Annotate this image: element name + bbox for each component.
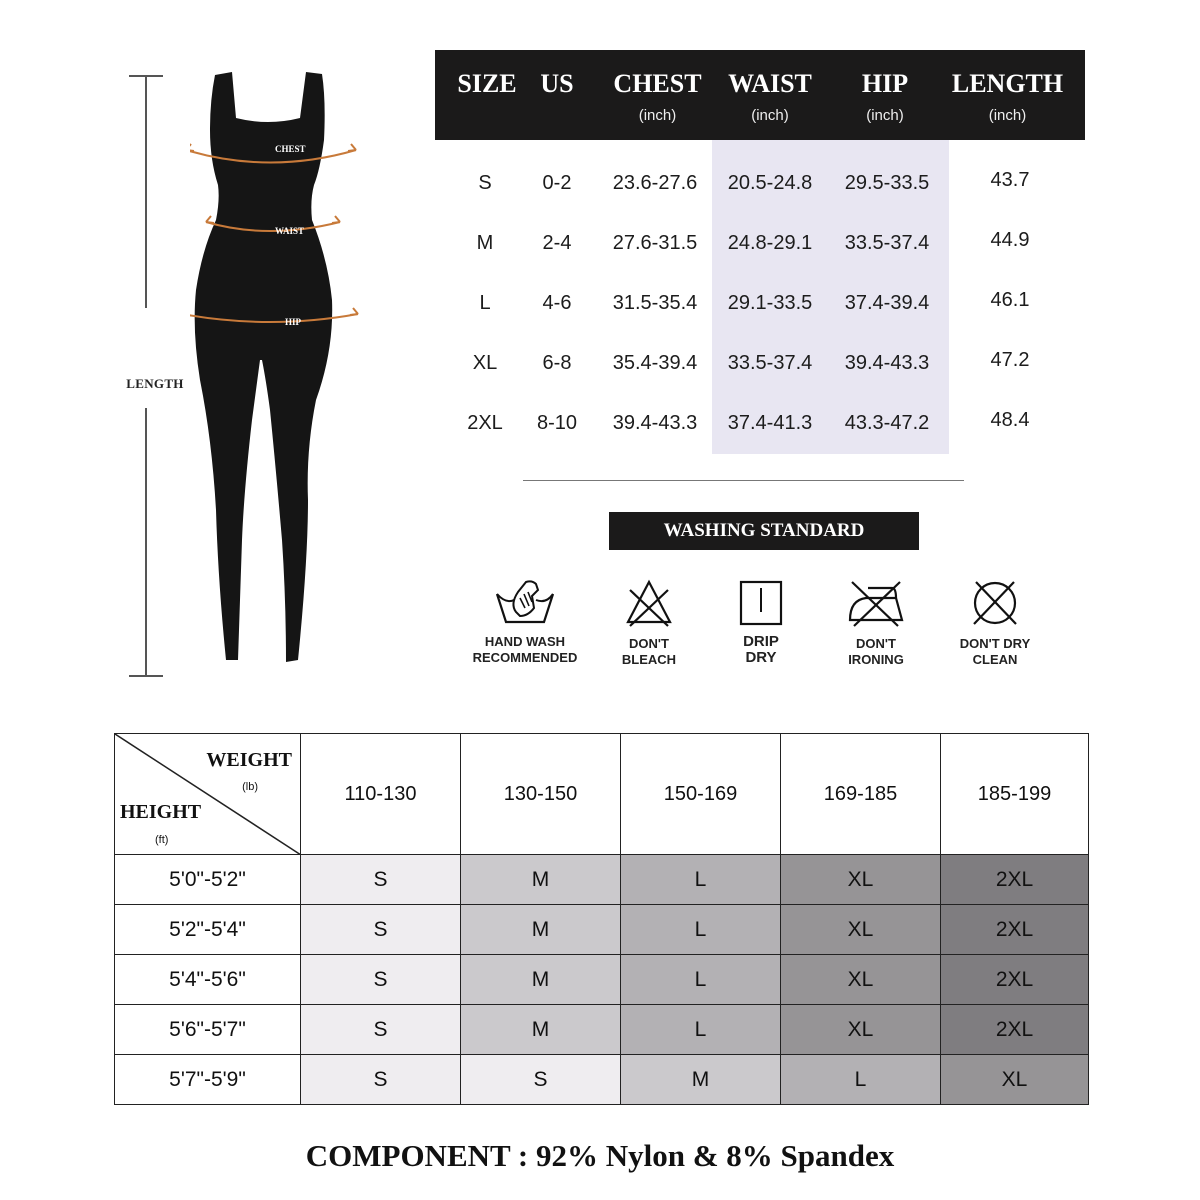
- weight-range: 169-185: [781, 734, 941, 855]
- size-cell: L: [621, 955, 781, 1005]
- height-unit: (ft): [155, 834, 169, 846]
- size-cell: S: [301, 1005, 461, 1055]
- size-cell: XL: [941, 1055, 1089, 1105]
- care-no-dry-clean: [930, 578, 1060, 668]
- no-dry-clean-label: DON'T DRY CLEAN: [959, 636, 1031, 667]
- size-cell: S: [301, 905, 461, 955]
- height-row: [115, 855, 1089, 905]
- component-text: COMPONENT : 92% Nylon & 8% Spandex: [305, 1138, 895, 1173]
- hip-label: HIP: [285, 317, 302, 327]
- size-cell: L: [621, 855, 781, 905]
- cell-hip: 39.4-43.3: [844, 352, 930, 374]
- drip-dry-icon: [738, 578, 784, 626]
- no-dry-clean-icon: [970, 578, 1020, 628]
- col-size: SIZE: [457, 69, 517, 98]
- weight-range: 130-150: [461, 734, 621, 855]
- size-cell: S: [461, 1055, 621, 1105]
- cell-us: 0-2: [542, 172, 572, 194]
- cell-hip: 33.5-37.4: [844, 232, 930, 254]
- weight-height-table: [114, 733, 1089, 1105]
- cell-waist: 24.8-29.1: [727, 232, 813, 254]
- cell-waist: 29.1-33.5: [727, 292, 813, 314]
- cell-chest: 35.4-39.4: [612, 352, 698, 374]
- cell-chest: 31.5-35.4: [612, 292, 698, 314]
- height-label: HEIGHT: [120, 801, 202, 823]
- col-chest: CHEST (inch): [613, 69, 702, 124]
- size-cell: XL: [781, 1005, 941, 1055]
- height-range: 5'7"-5'9": [115, 1055, 301, 1105]
- size-cell: M: [621, 1055, 781, 1105]
- hand-wash-icon: [494, 578, 556, 626]
- washing-standard-title: WASHING STANDARD: [609, 512, 919, 550]
- cell-us: 8-10: [536, 412, 578, 434]
- size-cell: M: [461, 1005, 621, 1055]
- cell-length: 47.2: [990, 349, 1030, 371]
- weight-unit: (lb): [242, 781, 258, 793]
- cell-length: 48.4: [990, 409, 1030, 431]
- size-cell: M: [461, 855, 621, 905]
- cell-size: L: [479, 292, 491, 314]
- height-row: [115, 905, 1089, 955]
- cell-size: 2XL: [467, 412, 503, 434]
- col-length: LENGTH (inch): [951, 69, 1064, 124]
- cell-chest: 27.6-31.5: [612, 232, 698, 254]
- no-bleach-label: DON'T BLEACH: [621, 636, 677, 667]
- length-bottom-cap: [129, 675, 163, 677]
- cell-size: XL: [472, 352, 498, 374]
- height-range: 5'6"-5'7": [115, 1005, 301, 1055]
- height-row: [115, 1005, 1089, 1055]
- size-cell: 2XL: [941, 905, 1089, 955]
- length-label: LENGTH: [126, 376, 184, 391]
- care-hand-wash: [460, 578, 590, 666]
- no-bleach-icon: [624, 578, 674, 628]
- height-range: 5'2"-5'4": [115, 905, 301, 955]
- size-cell: 2XL: [941, 855, 1089, 905]
- care-no-bleach: [584, 578, 714, 668]
- cell-hip: 37.4-39.4: [844, 292, 930, 314]
- size-cell: L: [621, 905, 781, 955]
- no-iron-icon: [846, 578, 906, 628]
- height-row: [115, 955, 1089, 1005]
- cell-us: 2-4: [542, 232, 572, 254]
- size-row: [435, 168, 1085, 228]
- hand-wash-label: HAND WASH RECOMMENDED: [472, 634, 578, 665]
- size-cell: S: [301, 855, 461, 905]
- waist-label: WAIST: [275, 226, 305, 236]
- size-cell: M: [461, 905, 621, 955]
- weight-header-row: [115, 734, 1089, 855]
- cell-chest: 23.6-27.6: [612, 172, 698, 194]
- size-cell: XL: [781, 955, 941, 1005]
- cell-chest: 39.4-43.3: [612, 412, 698, 434]
- size-cell: XL: [781, 855, 941, 905]
- size-cell: 2XL: [941, 955, 1089, 1005]
- weight-range: 185-199: [941, 734, 1089, 855]
- cell-waist: 20.5-24.8: [727, 172, 813, 194]
- size-cell: L: [621, 1005, 781, 1055]
- cell-size: S: [478, 172, 492, 194]
- size-row: [435, 228, 1085, 288]
- size-cell: S: [301, 955, 461, 1005]
- garment-figure: [100, 60, 420, 700]
- care-no-iron: [811, 578, 941, 668]
- size-cell: L: [781, 1055, 941, 1105]
- cell-waist: 37.4-41.3: [727, 412, 813, 434]
- height-range: 5'4"-5'6": [115, 955, 301, 1005]
- size-row: [435, 348, 1085, 408]
- chest-label: CHEST: [275, 144, 306, 154]
- cell-us: 6-8: [542, 352, 572, 374]
- cell-length: 46.1: [990, 289, 1030, 311]
- cell-hip: 43.3-47.2: [844, 412, 930, 434]
- col-us: US: [540, 69, 574, 98]
- weight-range: 110-130: [301, 734, 461, 855]
- height-range: 5'0"-5'2": [115, 855, 301, 905]
- size-row: [435, 288, 1085, 348]
- col-hip: HIP (inch): [861, 69, 909, 124]
- cell-length: 43.7: [990, 169, 1030, 191]
- cell-size: M: [476, 232, 494, 254]
- cell-length: 44.9: [990, 229, 1030, 251]
- no-iron-label: DON'T IRONING: [848, 636, 904, 667]
- length-line-lower: [145, 408, 147, 676]
- drip-dry-label: DRIP DRY: [743, 633, 779, 666]
- size-cell: S: [301, 1055, 461, 1105]
- care-drip-dry: [696, 578, 826, 666]
- height-row: [115, 1055, 1089, 1105]
- cell-hip: 29.5-33.5: [844, 172, 930, 194]
- length-line-upper: [145, 75, 147, 308]
- weight-label: WEIGHT: [206, 749, 292, 771]
- size-cell: M: [461, 955, 621, 1005]
- col-waist: WAIST (inch): [728, 69, 812, 124]
- cell-waist: 33.5-37.4: [727, 352, 813, 374]
- size-cell: 2XL: [941, 1005, 1089, 1055]
- corner-cell: [115, 734, 301, 855]
- section-divider: [523, 480, 964, 481]
- cell-us: 4-6: [542, 292, 572, 314]
- size-cell: XL: [781, 905, 941, 955]
- size-table-header: [435, 50, 1085, 140]
- size-row: [435, 408, 1085, 468]
- weight-range: 150-169: [621, 734, 781, 855]
